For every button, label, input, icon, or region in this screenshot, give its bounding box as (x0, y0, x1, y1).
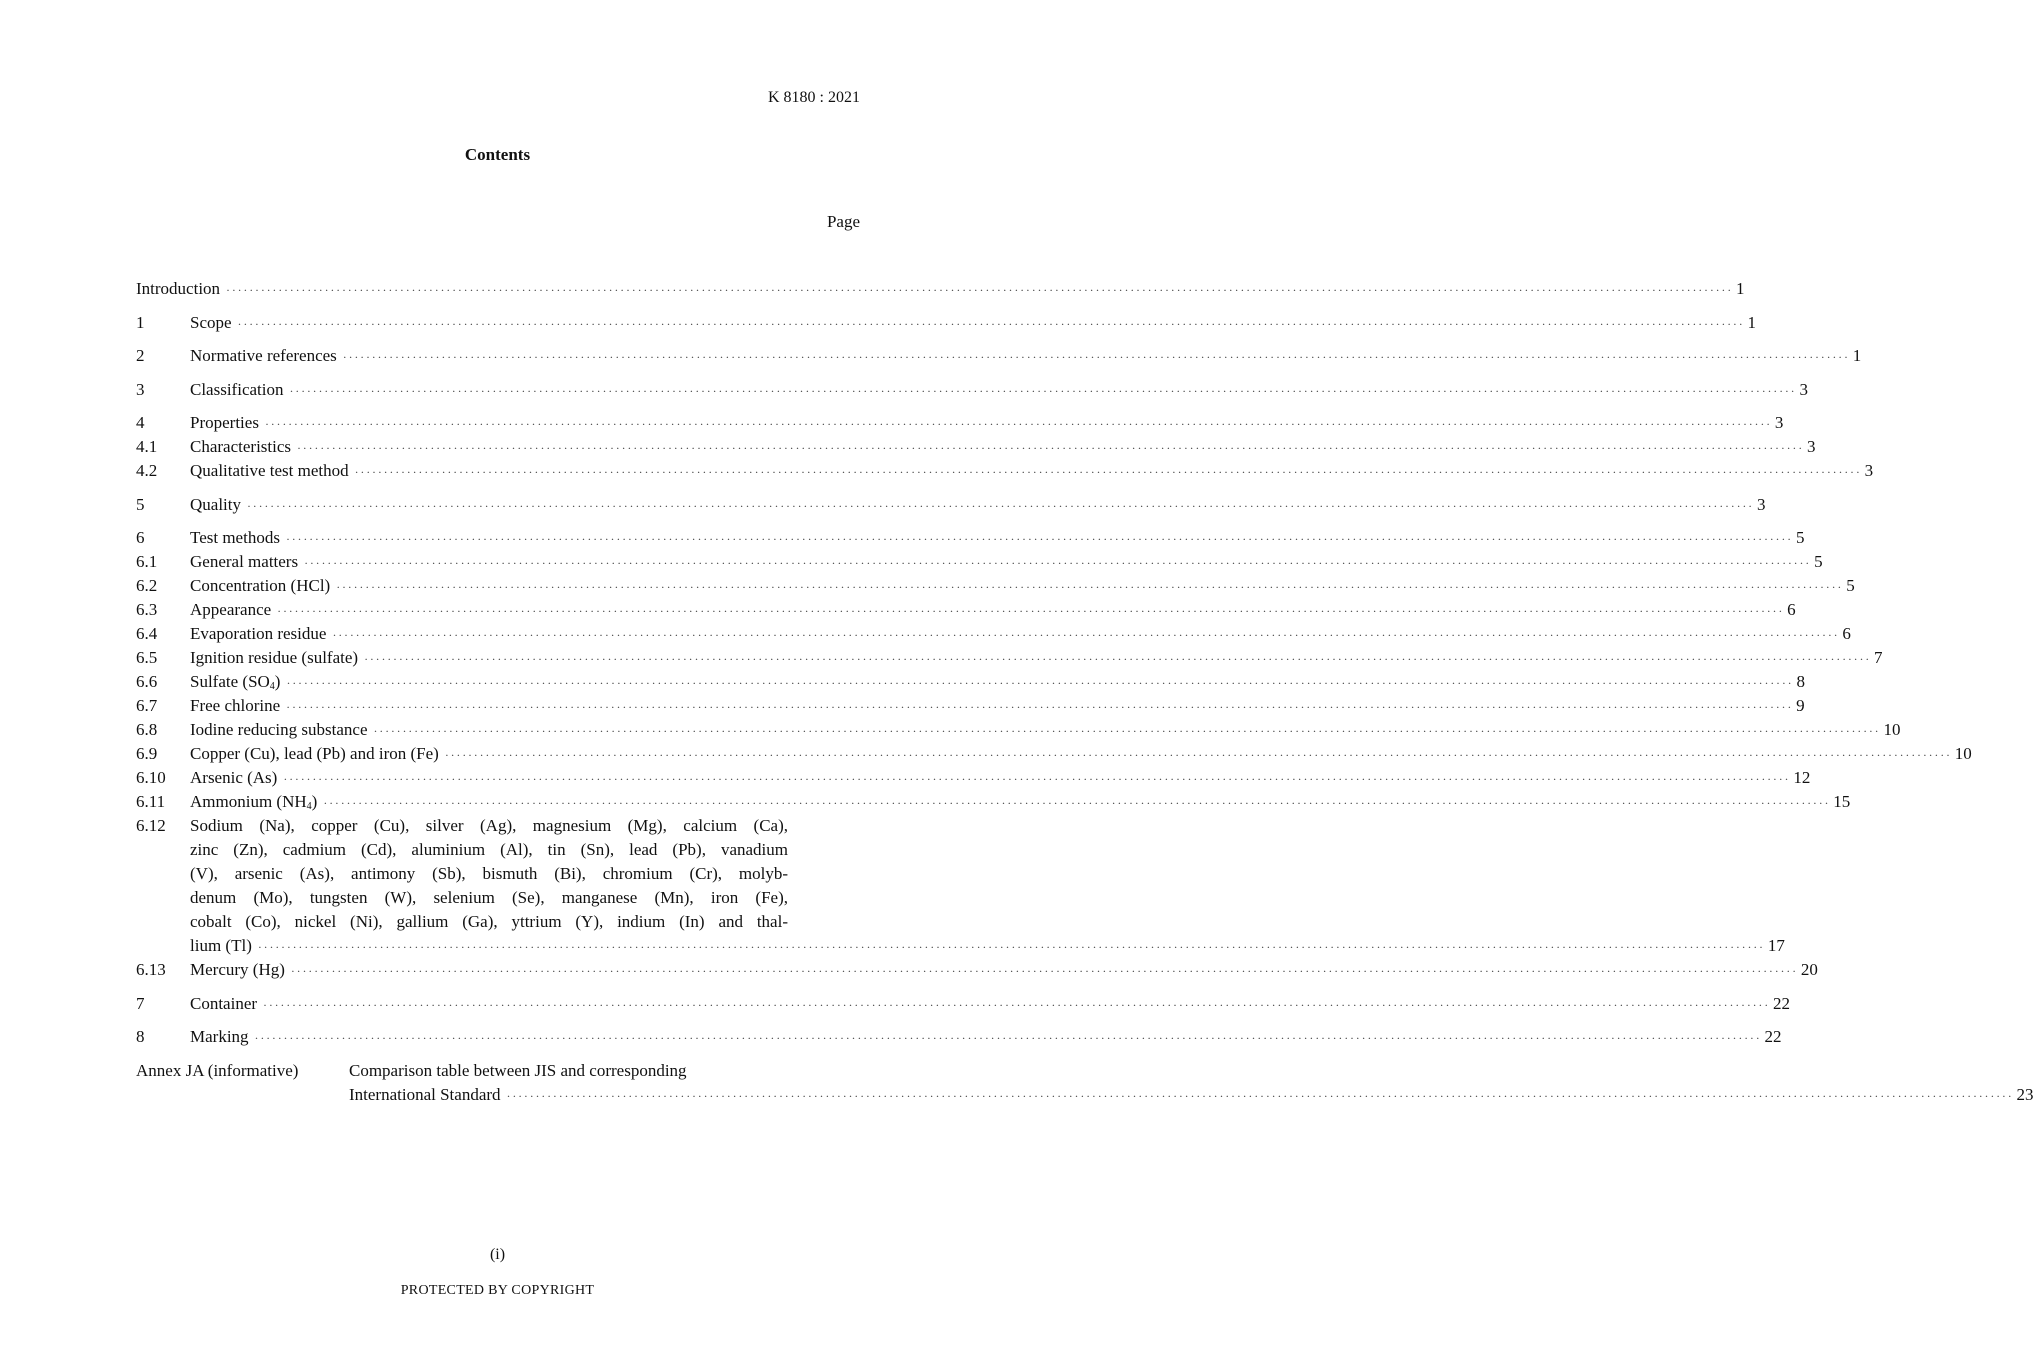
dot-leader: ···································································································································································································································································· (289, 383, 1797, 398)
dot-leader: ···································································································································································································································································· (323, 796, 1831, 810)
toc-entry[interactable] (136, 814, 1785, 958)
dot-leader: ···································································································································································································································································· (247, 498, 1754, 513)
dot-leader: ···································································································································································································································································· (364, 652, 1872, 666)
toc-entry[interactable] (136, 598, 1796, 622)
toc-entry[interactable] (136, 646, 1883, 670)
toc-entry-page: 3 (1807, 437, 1816, 456)
toc-entry-number: 4.2 (136, 461, 158, 480)
dot-leader: ···································································································································································································································································· (286, 676, 1794, 690)
toc-entry[interactable] (136, 992, 1791, 1016)
toc-entry[interactable] (136, 493, 1766, 517)
toc-entry[interactable] (136, 411, 1784, 435)
toc-entry[interactable] (136, 344, 1862, 368)
dot-leader: ···································································································································································································································································· (283, 772, 1791, 786)
dot-leader: ···································································································································································································································································· (285, 532, 1793, 546)
toc-entry[interactable] (136, 742, 1972, 766)
dot-leader: ···································································································································································································································································· (277, 604, 1785, 618)
toc-entry-page: 3 (1774, 413, 1784, 432)
toc-entry[interactable] (136, 459, 1874, 483)
toc-entry-label-part: Sulfate (SO (190, 672, 270, 691)
toc-entry-label: Free chlorine (190, 696, 281, 715)
toc-entry-number: 6.10 (136, 768, 166, 787)
toc-entry[interactable] (136, 550, 1823, 574)
toc-entry-page: 6 (1787, 600, 1796, 619)
toc-entry[interactable] (136, 311, 1757, 335)
toc-entry-page: 12 (1793, 768, 1811, 787)
toc-entry-page: 1 (1736, 279, 1745, 298)
toc-entry-page: 5 (1846, 576, 1855, 595)
toc-entry-number: 6.5 (136, 648, 158, 667)
toc-entry-number: 6.9 (136, 744, 158, 763)
toc-entry-label-part: Ammonium (NH (190, 792, 307, 811)
toc-entry-label-line: zinc (Zn), cadmium (Cd), aluminium (Al), tin (Sn), lead (Pb), vanadium (190, 840, 788, 859)
page-column-label: Page (826, 212, 860, 231)
toc-entry-label: Concentration (HCl) (190, 576, 331, 595)
toc-entry[interactable] (136, 526, 1805, 550)
toc-entry[interactable] (136, 790, 1851, 814)
dot-leader: ···································································································································································································································································· (304, 556, 1812, 570)
toc-entry[interactable] (136, 574, 1855, 598)
toc-entry-label: Evaporation residue (190, 624, 327, 643)
toc-entry-number: 2 (136, 346, 145, 365)
toc-entry-number: 1 (136, 312, 145, 332)
dot-leader: ···································································································································································································································································· (373, 724, 1881, 738)
toc-entry-number: 6.13 (136, 960, 166, 979)
toc-entry-page: 3 (1864, 461, 1874, 480)
toc-entry-number: 6.6 (136, 672, 158, 691)
toc-entry-page: 8 (1796, 672, 1805, 691)
toc-entry-number: 5 (136, 494, 145, 514)
toc-entry-label-line: Sodium (Na), copper (Cu), silver (Ag), magnesium (Mg), calcium (Ca), (190, 816, 788, 835)
toc-entry-page: 22 (1764, 1027, 1782, 1046)
dot-leader: ···································································································································································································································································· (257, 940, 1765, 954)
annex-title-line: International Standard (349, 1084, 501, 1104)
toc-entry-page: 1 (1747, 312, 1757, 332)
toc-entry-number: 6.4 (136, 624, 158, 643)
toc-entry-label-part: ) (311, 792, 318, 811)
toc-entry-label: Test methods (190, 528, 280, 547)
dot-leader: ···································································································································································································································································· (336, 580, 1844, 594)
toc-entry-number: 6.8 (136, 720, 158, 739)
toc-entry-page: 6 (1842, 624, 1851, 643)
toc-entry[interactable] (136, 694, 1805, 718)
toc-entry-number: 6.12 (136, 816, 166, 835)
toc-entry-page: 5 (1814, 552, 1823, 571)
copyright-notice: PROTECTED BY COPYRIGHT (400, 1283, 595, 1298)
toc-entry-number: 6.1 (136, 552, 158, 571)
toc-entry-label: Properties (190, 413, 259, 432)
toc-entry-page: 9 (1796, 696, 1805, 715)
toc-entry[interactable] (136, 958, 1818, 982)
dot-leader: ···································································································································································································································································· (297, 441, 1804, 455)
toc-entry-label: Arsenic (As) (190, 768, 278, 787)
table-of-contents (136, 277, 2034, 1107)
toc-entry-number: 4 (136, 413, 145, 432)
toc-entry-label: Copper (Cu), lead (Pb) and iron (Fe) (190, 744, 439, 763)
annex-title-line: Comparison table between JIS and corresponding (349, 1060, 687, 1080)
toc-entry[interactable] (136, 670, 1805, 694)
annex-label: Annex JA (informative) (136, 1060, 299, 1080)
dot-leader: ···································································································································································································································································· (290, 964, 1798, 978)
toc-entry[interactable] (136, 435, 1816, 459)
toc-entry-label: Appearance (190, 600, 272, 619)
toc-entry-label: Characteristics (190, 437, 292, 456)
toc-entry[interactable] (136, 718, 1901, 742)
toc-entry-label: Introduction (136, 279, 221, 298)
toc-entry-label: Quality (190, 494, 241, 514)
toc-entry-label: Mercury (Hg) (190, 960, 285, 979)
toc-entry-page: 23 (2016, 1084, 2034, 1104)
toc-entry-label: Qualitative test method (190, 461, 349, 480)
toc-entry[interactable] (136, 277, 1745, 301)
toc-entry-page: 10 (1883, 720, 1901, 739)
page-title: Contents (464, 145, 531, 164)
toc-entry-label-part: ) (274, 672, 281, 691)
toc-entry-label-line: cobalt (Co), nickel (Ni), gallium (Ga), yttrium (Y), indium (In) and thal- (190, 912, 788, 931)
dot-leader: ···································································································································································································································································· (506, 1088, 2014, 1103)
toc-entry-page: 15 (1833, 792, 1851, 811)
toc-entry-label: Container (190, 993, 258, 1013)
dot-leader: ···································································································································································································································································· (332, 628, 1840, 642)
dot-leader: ···································································································································································································································································· (254, 1031, 1762, 1045)
toc-entry-label-line: lium (Tl) (190, 936, 252, 955)
toc-entry[interactable] (136, 1025, 1782, 1049)
dot-leader: ···································································································································································································································································· (286, 700, 1794, 714)
toc-entry-label-subscript: 4 (269, 681, 275, 692)
toc-entry-page: 22 (1773, 993, 1791, 1013)
dot-leader: ···································································································································································································································································· (237, 316, 1745, 331)
toc-entry-page: 5 (1795, 528, 1805, 547)
toc-entry-page: 1 (1852, 346, 1862, 365)
toc-entry-label: Classification (190, 379, 284, 399)
toc-annex-entry[interactable] (136, 1059, 2034, 1107)
toc-entry-number: 8 (136, 1027, 145, 1046)
dot-leader: ···································································································································································································································································· (444, 748, 1952, 762)
toc-entry-label: General matters (190, 552, 299, 571)
toc-entry-page: 17 (1767, 936, 1785, 955)
toc-entry-number: 6.2 (136, 576, 158, 595)
toc-entry[interactable] (136, 622, 1851, 646)
dot-leader: ···································································································································································································································································· (354, 465, 1862, 479)
toc-entry-number: 6.3 (136, 600, 158, 619)
toc-entry-label: Iodine reducing substance (190, 720, 368, 739)
toc-entry-label: Marking (190, 1027, 249, 1046)
toc-entry-page: 10 (1954, 744, 1972, 763)
toc-entry-number: 6.7 (136, 696, 158, 715)
toc-entry-label: Scope (190, 312, 232, 332)
dot-leader: ···································································································································································································································································· (226, 283, 1734, 297)
document-id: K 8180 : 2021 (768, 89, 860, 106)
toc-entry-label-line: (V), arsenic (As), antimony (Sb), bismuth (Bi), chromium (Cr), molyb- (190, 864, 788, 883)
toc-entry-page: 7 (1874, 648, 1883, 667)
toc-entry-label: Ignition residue (sulfate) (190, 648, 359, 667)
toc-entry-number: 7 (136, 993, 145, 1013)
toc-entry[interactable] (136, 378, 1808, 402)
toc-entry-number: 6 (136, 528, 145, 547)
toc-entry-label-subscript: 4 (306, 801, 312, 812)
toc-entry-number: 3 (136, 379, 145, 399)
toc-entry-number: 4.1 (136, 437, 158, 456)
toc-entry-label: Normative references (190, 346, 337, 365)
toc-entry-page: 3 (1756, 494, 1766, 514)
toc-entry-label-line: denum (Mo), tungsten (W), selenium (Se), manganese (Mn), iron (Fe), (190, 888, 788, 907)
dot-leader: ···································································································································································································································································· (264, 417, 1772, 431)
dot-leader: ···································································································································································································································································· (263, 997, 1771, 1012)
toc-entry[interactable] (136, 766, 1811, 790)
toc-entry-number: 6.11 (136, 792, 166, 811)
toc-entry-page: 20 (1800, 960, 1818, 979)
toc-entry-page: 3 (1799, 379, 1808, 399)
footer-page-number: (i) (489, 1246, 506, 1263)
dot-leader: ···································································································································································································································································· (342, 350, 1850, 364)
